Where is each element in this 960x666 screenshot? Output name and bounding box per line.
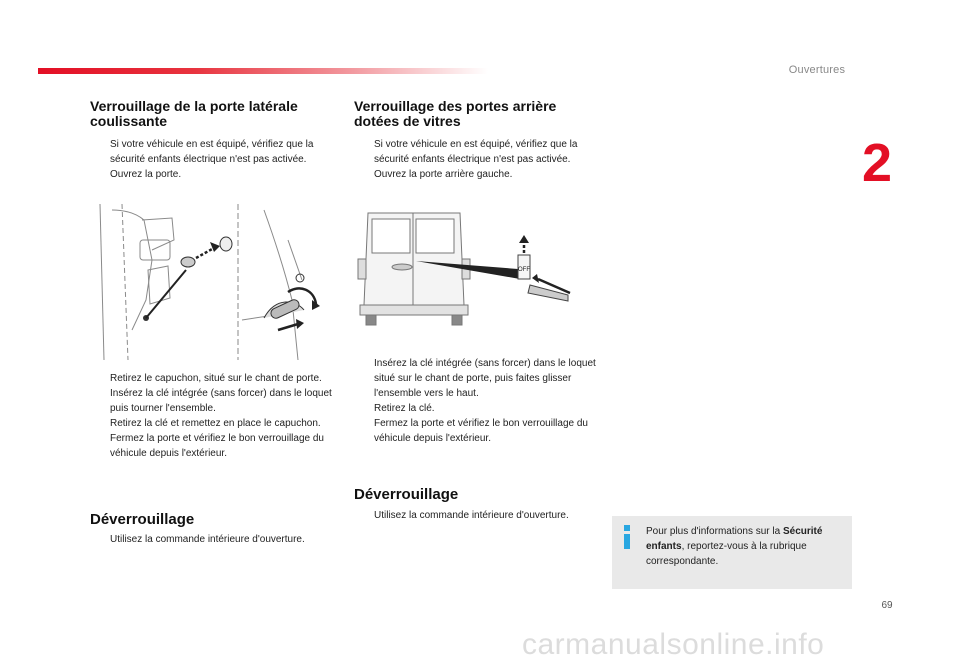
right-section-title-block: [354, 99, 599, 129]
right-unlock-title: Déverrouillage: [354, 486, 459, 503]
list-item: Ouvrez la porte.: [110, 169, 182, 180]
list-item: Ouvrez la porte arrière gauche.: [374, 169, 513, 180]
right-unlock-steps: [354, 508, 599, 523]
list-item: Fermez la porte et vérifiez le bon verrouillage du véhicule depuis l'extérieur.: [110, 433, 324, 459]
left-unlock-title-block: [90, 512, 335, 527]
svg-text:OFF: OFF: [518, 267, 530, 273]
left-unlock-steps-block: [90, 532, 335, 547]
left-intro-steps-block: [90, 137, 335, 182]
list-item: Fermez la porte et vérifiez le bon verrouillage du véhicule depuis l'extérieur.: [374, 418, 588, 444]
right-section-title: Verrouillage des portes arrière dotées de vitres: [354, 98, 557, 129]
door-lock-slider-icon: [518, 235, 570, 301]
rear-doors-illustration: [354, 205, 594, 329]
list-item: Retirez la clé et remettez en place le capuchon.: [110, 418, 321, 429]
right-steps-block: [354, 356, 599, 446]
info-text-bold: Sécurité enfants: [646, 526, 823, 552]
right-unlock-title-block: [354, 487, 599, 502]
right-steps: [354, 356, 599, 446]
list-item: Retirez le capuchon, situé sur le chant de porte.: [110, 373, 322, 384]
info-box: [612, 516, 852, 589]
right-unlock-steps-block: [354, 508, 599, 523]
right-intro-steps-block: [354, 137, 599, 182]
left-unlock-title: Déverrouillage: [90, 511, 195, 528]
page-number: 69: [881, 600, 893, 611]
list-item: Insérez la clé intégrée (sans forcer) dans le loquet puis tourner l'ensemble.: [110, 388, 332, 414]
left-steps-block: [90, 371, 335, 461]
header-accent-bar: [38, 68, 488, 74]
door-frame-line: [100, 204, 104, 360]
left-section-title-block: [90, 99, 335, 129]
list-item: Utilisez la commande intérieure d'ouverture.: [374, 510, 569, 521]
chapter-title: Ouvertures: [788, 64, 846, 76]
right-intro-steps: [354, 137, 599, 182]
watermark: carmanualsonline.info: [522, 628, 825, 661]
van-rear-icon: [358, 213, 470, 325]
left-unlock-steps: [90, 532, 335, 547]
info-text: Pour plus d'informations sur la Sécurité enfants, reportez-vous à la rubrique correspondante.: [646, 526, 823, 567]
callout-line: [146, 270, 186, 318]
list-item: Retirez la clé.: [374, 403, 435, 414]
left-section-title: Verrouillage de la porte latérale coulissante: [90, 98, 298, 129]
key-turn-icon: [264, 274, 320, 330]
sliding-door-illustration: [92, 200, 332, 366]
left-steps: [90, 371, 335, 461]
list-item: Utilisez la commande intérieure d'ouverture.: [110, 534, 305, 545]
list-item: Si votre véhicule en est équipé, vérifiez que la sécurité enfants électrique n'est pas activée.: [110, 139, 314, 165]
left-intro-steps: [90, 137, 335, 182]
info-icon: [620, 524, 634, 550]
chapter-number: 2: [862, 133, 893, 193]
list-item: Insérez la clé intégrée (sans forcer) dans le loquet situé sur le chant de porte, puis faites glisser l'ensemble vers le haut.: [374, 358, 596, 399]
cap-and-key-icon: [181, 237, 232, 267]
list-item: Si votre véhicule en est équipé, vérifiez que la sécurité enfants électrique n'est pas activée.: [374, 139, 578, 165]
